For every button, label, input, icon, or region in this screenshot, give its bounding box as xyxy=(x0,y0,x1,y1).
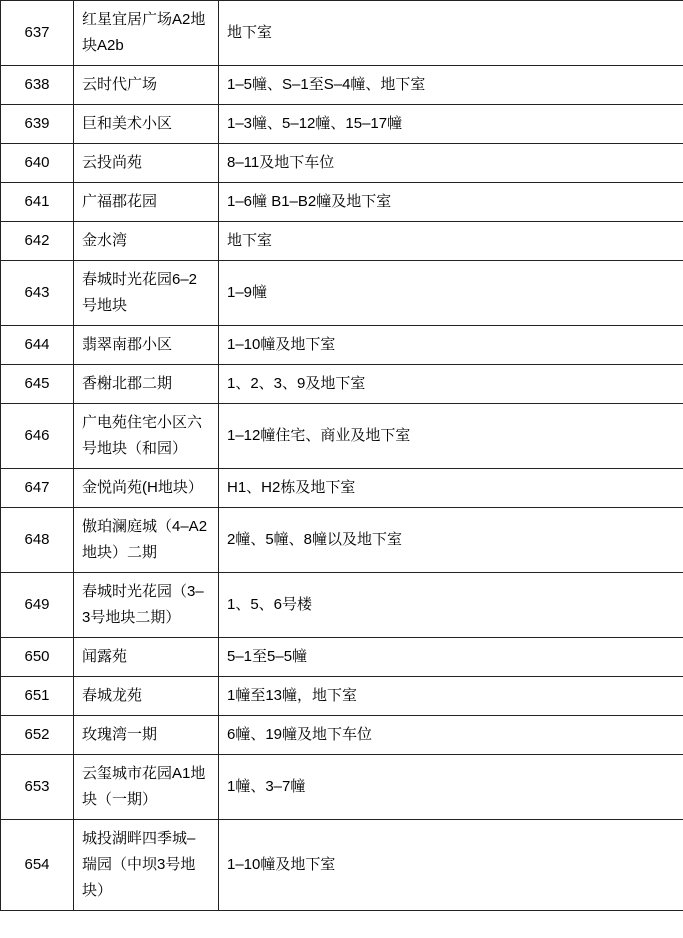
table-body xyxy=(1,1,683,911)
row-name: 春城时光花园（3–3号地块二期） xyxy=(74,573,219,638)
row-detail: 1幢至13幢，地下室 xyxy=(219,677,683,716)
row-detail: 地下室 xyxy=(219,1,683,66)
row-detail: 1、5、6号楼 xyxy=(219,573,683,638)
row-index: 647 xyxy=(1,469,74,508)
row-detail: 1–12幢住宅、商业及地下室 xyxy=(219,404,683,469)
row-index: 644 xyxy=(1,326,74,365)
row-index: 651 xyxy=(1,677,74,716)
row-name: 广电苑住宅小区六号地块（和园） xyxy=(74,404,219,469)
row-index: 639 xyxy=(1,105,74,144)
table-row xyxy=(1,508,683,573)
row-index: 646 xyxy=(1,404,74,469)
table-row xyxy=(1,677,683,716)
row-detail: 2幢、5幢、8幢以及地下室 xyxy=(219,508,683,573)
table-row xyxy=(1,183,683,222)
row-name: 金悦尚苑(H地块） xyxy=(74,469,219,508)
row-index: 641 xyxy=(1,183,74,222)
table-row xyxy=(1,638,683,677)
row-name: 巨和美术小区 xyxy=(74,105,219,144)
row-name: 云时代广场 xyxy=(74,66,219,105)
table-row xyxy=(1,716,683,755)
row-detail: 1幢、3–7幢 xyxy=(219,755,683,820)
row-detail: 1、2、3、9及地下室 xyxy=(219,365,683,404)
row-index: 652 xyxy=(1,716,74,755)
row-name: 傲珀澜庭城（4–A2地块）二期 xyxy=(74,508,219,573)
table-row xyxy=(1,261,683,326)
table-row xyxy=(1,222,683,261)
row-index: 650 xyxy=(1,638,74,677)
table-row xyxy=(1,755,683,820)
row-index: 649 xyxy=(1,573,74,638)
row-detail: 5–1至5–5幢 xyxy=(219,638,683,677)
table-row xyxy=(1,105,683,144)
row-detail: 8–11及地下车位 xyxy=(219,144,683,183)
table-row xyxy=(1,1,683,66)
row-detail: 1–3幢、5–12幢、15–17幢 xyxy=(219,105,683,144)
row-name: 金水湾 xyxy=(74,222,219,261)
row-index: 642 xyxy=(1,222,74,261)
row-name: 春城时光花园6–2号地块 xyxy=(74,261,219,326)
row-index: 643 xyxy=(1,261,74,326)
row-name: 翡翠南郡小区 xyxy=(74,326,219,365)
row-detail: 1–5幢、S–1至S–4幢、地下室 xyxy=(219,66,683,105)
row-index: 654 xyxy=(1,820,74,911)
row-name: 春城龙苑 xyxy=(74,677,219,716)
row-index: 638 xyxy=(1,66,74,105)
row-name: 玫瑰湾一期 xyxy=(74,716,219,755)
row-index: 637 xyxy=(1,1,74,66)
row-detail: 6幢、19幢及地下车位 xyxy=(219,716,683,755)
row-detail: 1–9幢 xyxy=(219,261,683,326)
row-detail: 地下室 xyxy=(219,222,683,261)
row-name: 云玺城市花园A1地块（一期） xyxy=(74,755,219,820)
table-row xyxy=(1,144,683,183)
row-detail: 1–10幢及地下室 xyxy=(219,326,683,365)
row-index: 645 xyxy=(1,365,74,404)
row-detail: H1、H2栋及地下室 xyxy=(219,469,683,508)
table-row xyxy=(1,469,683,508)
row-name: 香榭北郡二期 xyxy=(74,365,219,404)
row-detail: 1–6幢 B1–B2幢及地下室 xyxy=(219,183,683,222)
row-index: 648 xyxy=(1,508,74,573)
table-row xyxy=(1,404,683,469)
row-name: 闻露苑 xyxy=(74,638,219,677)
row-name: 红星宜居广场A2地块A2b xyxy=(74,1,219,66)
table-row xyxy=(1,365,683,404)
row-name: 广福郡花园 xyxy=(74,183,219,222)
row-index: 640 xyxy=(1,144,74,183)
table-row xyxy=(1,66,683,105)
row-name: 城投湖畔四季城–瑞园（中坝3号地块） xyxy=(74,820,219,911)
table-row xyxy=(1,820,683,911)
row-index: 653 xyxy=(1,755,74,820)
row-name: 云投尚苑 xyxy=(74,144,219,183)
row-detail: 1–10幢及地下室 xyxy=(219,820,683,911)
table-row xyxy=(1,326,683,365)
table-row xyxy=(1,573,683,638)
